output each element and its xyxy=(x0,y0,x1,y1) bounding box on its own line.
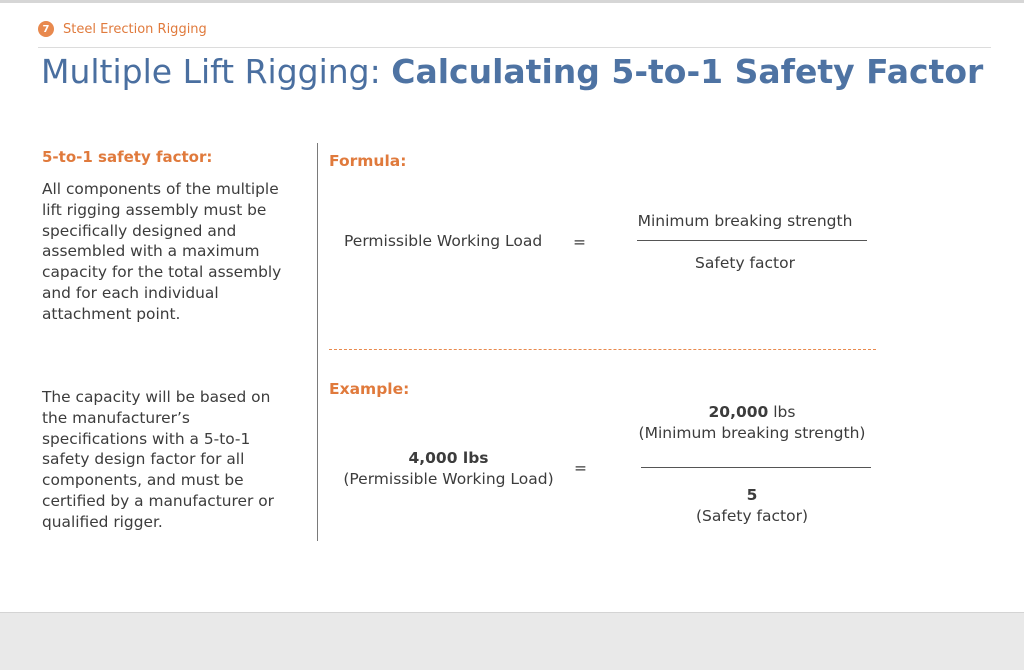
header-divider xyxy=(38,47,991,48)
example-label: Example: xyxy=(329,380,410,398)
title-regular: Multiple Lift Rigging: xyxy=(41,52,392,91)
section-header xyxy=(38,21,207,37)
top-border xyxy=(0,0,1024,3)
formula-denominator: Safety factor xyxy=(695,254,795,272)
footer-bar xyxy=(0,612,1024,670)
example-numerator xyxy=(627,402,877,444)
title-bold: Calculating 5-to-1 Safety Factor xyxy=(391,52,984,91)
example-lhs xyxy=(330,448,567,490)
definition-paragraph-2: The capacity will be based on the manufacturer’s specifications with a 5-to-1 safety design factor for all components, and must be certified by a manufacturer or qualified rigger. xyxy=(42,388,274,531)
example-lhs-value: 4,000 lbs xyxy=(408,449,489,467)
example-numerator-value: 20,000 xyxy=(708,403,769,421)
dashed-separator xyxy=(329,349,876,350)
example-equals: = xyxy=(574,459,587,477)
example-denominator-value: 5 xyxy=(746,486,758,504)
example-numerator-unit: lbs xyxy=(768,403,796,421)
example-numerator-desc: (Minimum breaking strength) xyxy=(638,424,866,442)
formula-lhs: Permissible Working Load xyxy=(344,232,543,250)
definition-panel xyxy=(42,148,292,531)
example-denominator-desc: (Safety factor) xyxy=(695,507,808,525)
vertical-divider xyxy=(317,143,318,541)
slide-title xyxy=(41,52,983,91)
example-denominator xyxy=(627,485,877,527)
section-title: Steel Erection Rigging xyxy=(63,21,207,37)
definition-paragraph-1: All components of the multiple lift rigging assembly must be specifically designed and assembled with a maximum capacity for the total assembly and for each individual attachment point. xyxy=(42,180,282,323)
example-lhs-desc: (Permissible Working Load) xyxy=(343,470,554,488)
formula-label: Formula: xyxy=(329,152,407,170)
formula-fraction-bar xyxy=(637,240,867,241)
section-number-badge: 7 xyxy=(38,21,54,37)
example-fraction-bar xyxy=(641,467,871,468)
formula-numerator: Minimum breaking strength xyxy=(637,212,853,230)
formula-equals: = xyxy=(573,233,586,251)
definition-heading: 5-to-1 safety factor: xyxy=(42,148,213,166)
